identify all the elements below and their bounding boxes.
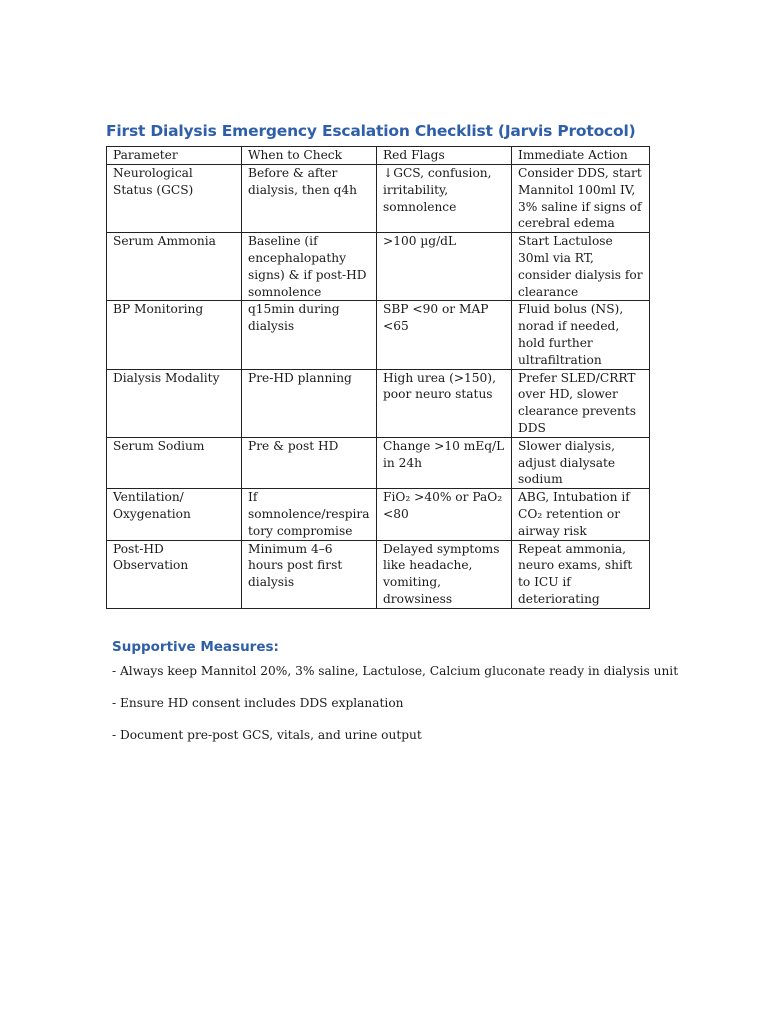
cell-when-to-check: Before & after dialysis, then q4h [242,165,377,233]
cell-red-flags: FiO₂ >40% or PaO₂ <80 [377,489,512,540]
cell-immediate-action: ABG, Intubation if CO₂ retention or airway risk [512,489,650,540]
cell-red-flags: >100 µg/dL [377,233,512,301]
header-immediate-action: Immediate Action [512,147,650,165]
cell-parameter: BP Monitoring [107,301,242,369]
cell-red-flags: SBP <90 or MAP <65 [377,301,512,369]
supportive-measures-heading: Supportive Measures: [112,638,279,655]
supportive-measure-item: - Always keep Mannitol 20%, 3% saline, Lactulose, Calcium gluconate ready in dialysis unit [112,663,679,678]
supportive-measure-item: - Ensure HD consent includes DDS explanation [112,695,404,710]
cell-when-to-check: Baseline (if encephalopathy signs) & if post-HD somnolence [242,233,377,301]
table-row [107,301,650,369]
cell-red-flags: Change >10 mEq/L in 24h [377,437,512,488]
cell-red-flags: High urea (>150), poor neuro status [377,369,512,437]
cell-red-flags: ↓GCS, confusion, irritability, somnolence [377,165,512,233]
table-header-row [107,147,650,165]
cell-parameter: Serum Ammonia [107,233,242,301]
cell-when-to-check: q15min during dialysis [242,301,377,369]
cell-immediate-action: Slower dialysis, adjust dialysate sodium [512,437,650,488]
cell-immediate-action: Repeat ammonia, neuro exams, shift to ICU if deteriorating [512,540,650,608]
cell-when-to-check: Pre-HD planning [242,369,377,437]
header-parameter: Parameter [107,147,242,165]
table-row [107,165,650,233]
cell-parameter: Neurological Status (GCS) [107,165,242,233]
table-row [107,233,650,301]
cell-parameter: Post-HD Observation [107,540,242,608]
cell-when-to-check: Pre & post HD [242,437,377,488]
cell-immediate-action: Fluid bolus (NS), norad if needed, hold further ultrafiltration [512,301,650,369]
document-title: First Dialysis Emergency Escalation Checklist (Jarvis Protocol) [106,122,636,140]
table-row [107,437,650,488]
table-row [107,369,650,437]
table-row [107,540,650,608]
escalation-checklist-table [106,146,650,609]
cell-immediate-action: Prefer SLED/CRRT over HD, slower clearance prevents DDS [512,369,650,437]
cell-parameter: Serum Sodium [107,437,242,488]
table-row [107,489,650,540]
header-red-flags: Red Flags [377,147,512,165]
cell-when-to-check: Minimum 4–6 hours post first dialysis [242,540,377,608]
cell-immediate-action: Consider DDS, start Mannitol 100ml IV, 3% saline if signs of cerebral edema [512,165,650,233]
cell-parameter: Dialysis Modality [107,369,242,437]
header-when-to-check: When to Check [242,147,377,165]
cell-immediate-action: Start Lactulose 30ml via RT, consider dialysis for clearance [512,233,650,301]
cell-parameter: Ventilation/ Oxygenation [107,489,242,540]
cell-when-to-check: If somnolence/respiratory compromise [242,489,377,540]
document-page [106,122,679,759]
cell-red-flags: Delayed symptoms like headache, vomiting, drowsiness [377,540,512,608]
supportive-measure-item: - Document pre-post GCS, vitals, and urine output [112,727,422,742]
